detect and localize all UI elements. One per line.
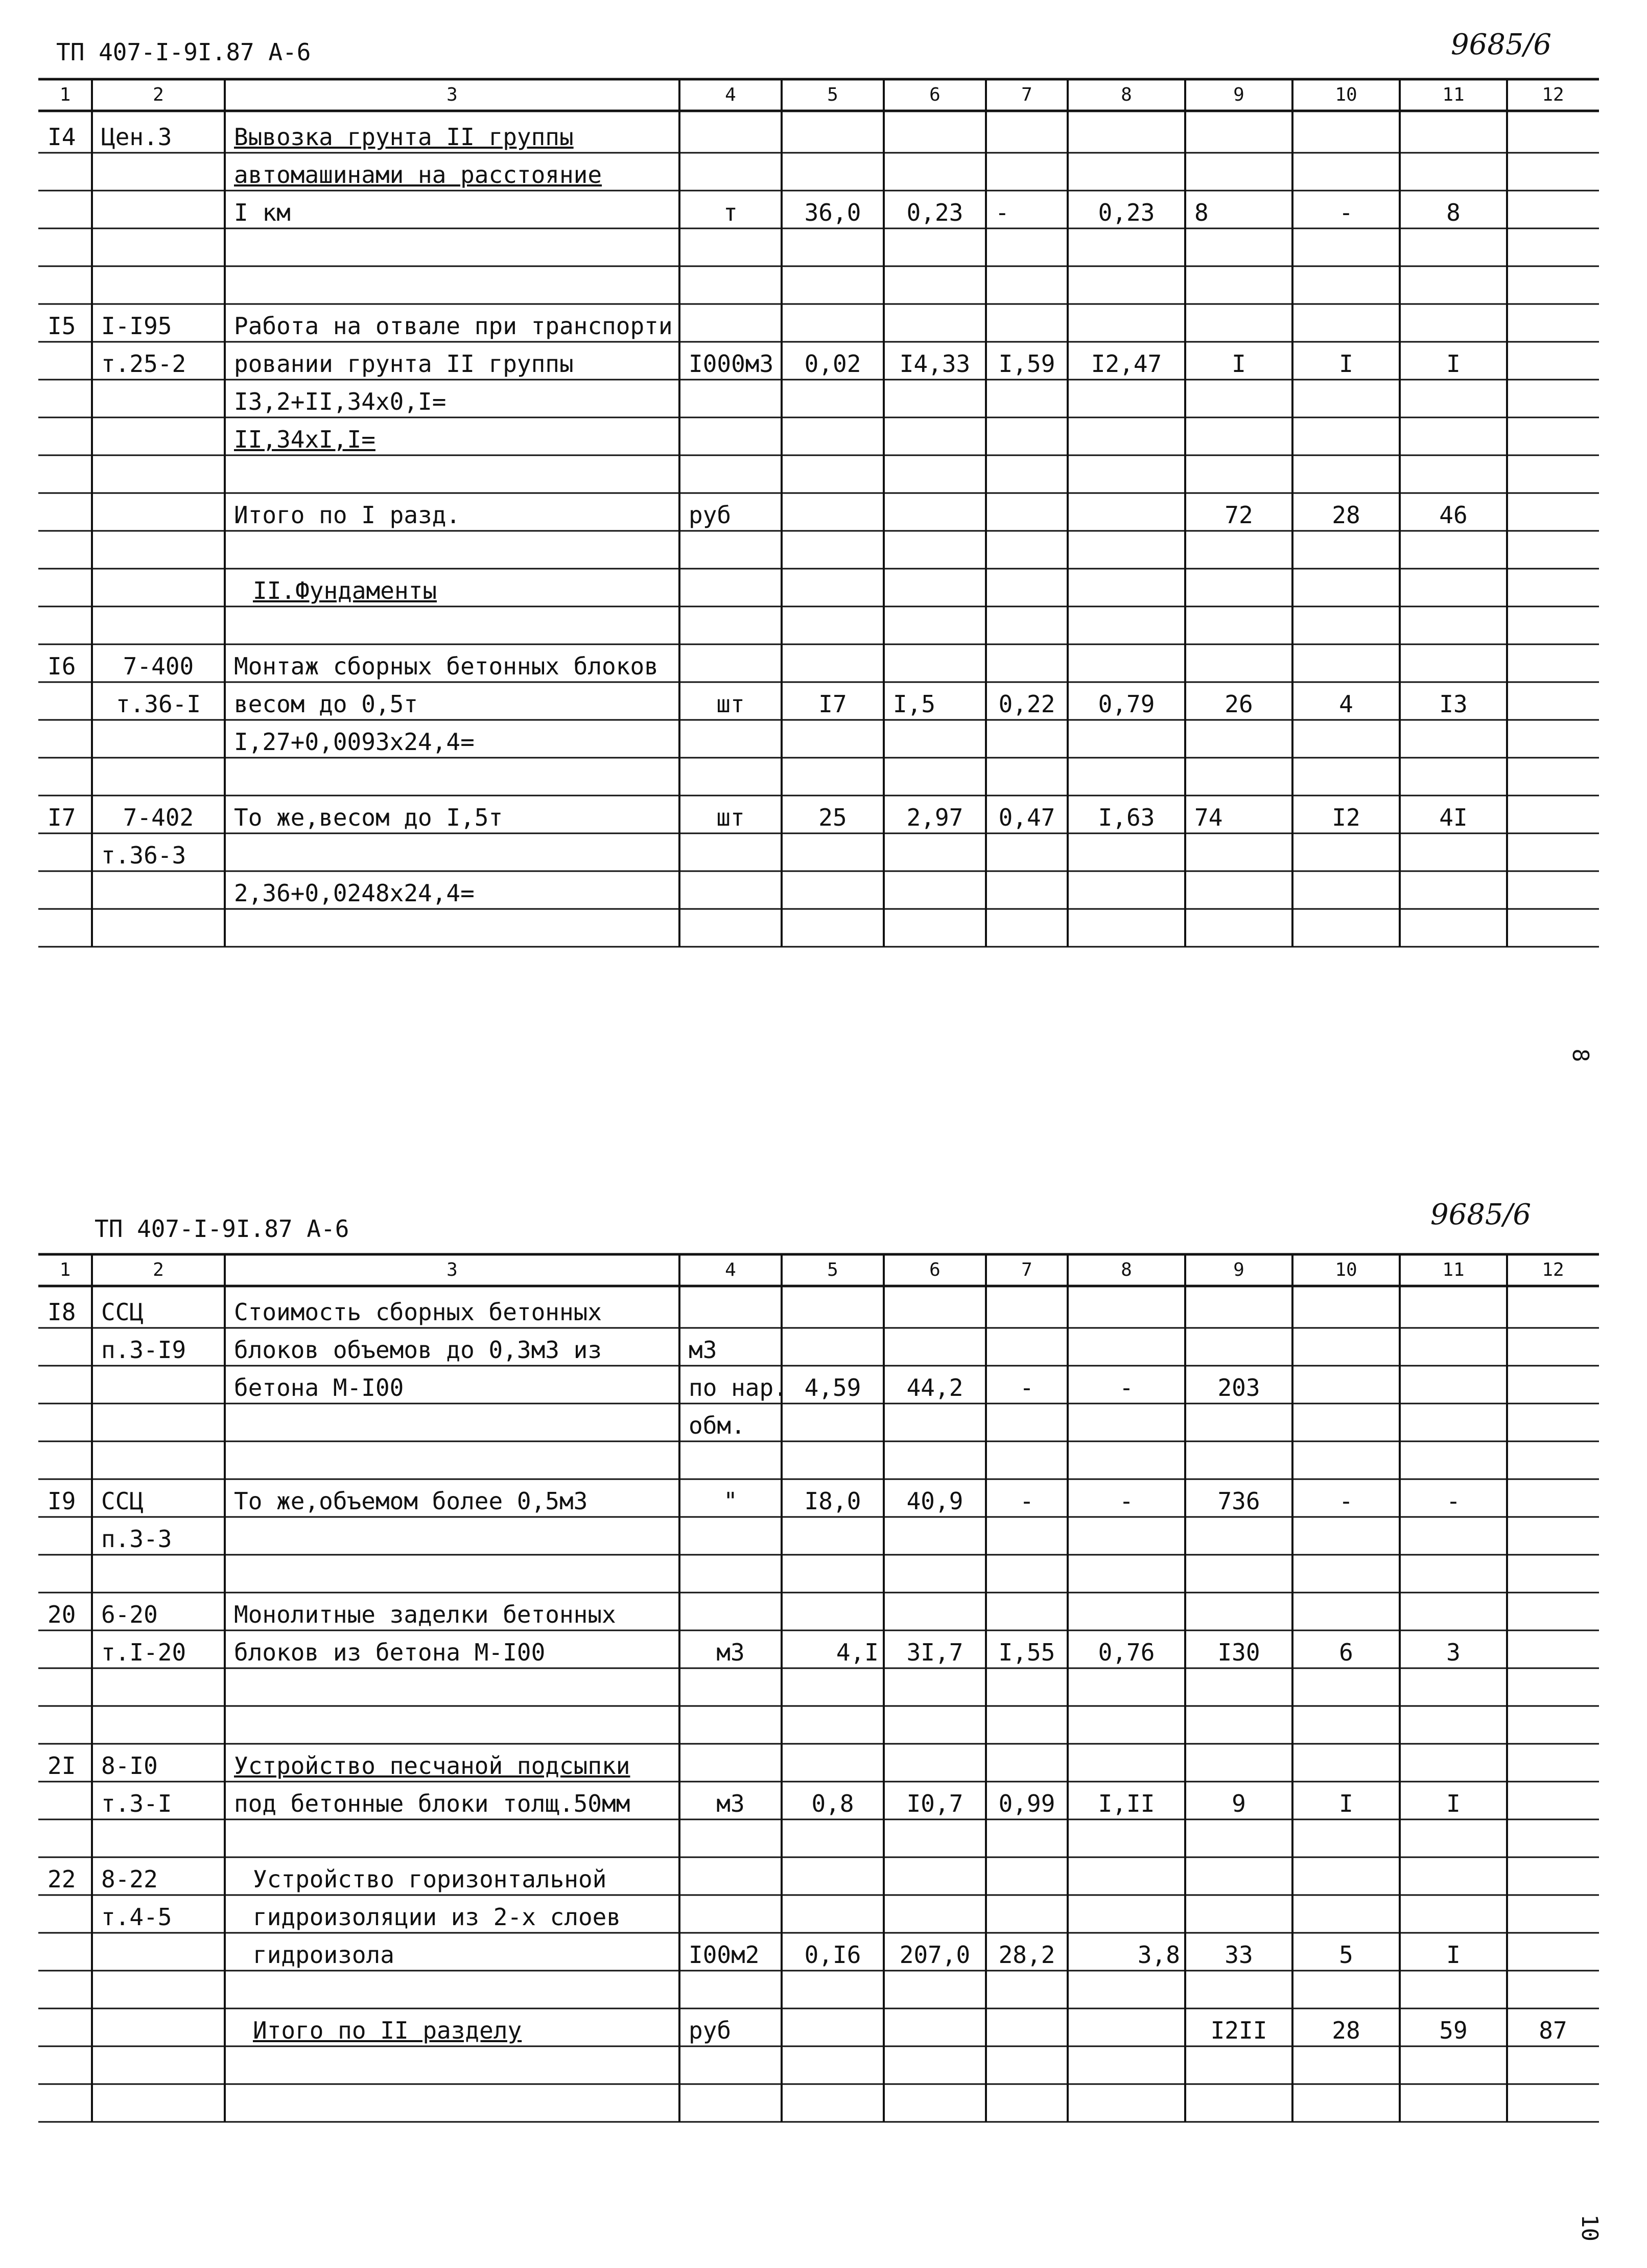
table-cell: То же,весом до I,5т xyxy=(234,804,503,831)
table-cell: I xyxy=(1446,350,1461,378)
column-header: 2 xyxy=(153,1259,164,1280)
table-cell: 87 xyxy=(1539,2017,1567,2044)
table-cell: 0,02 xyxy=(804,350,861,378)
table-cell: бетона М-I00 xyxy=(234,1374,404,1401)
table-cell: I4 xyxy=(48,123,76,151)
column-header: 3 xyxy=(446,1259,458,1280)
table-cell: Вывозка грунта II группы xyxy=(234,123,574,151)
table-cell: I3 xyxy=(1439,690,1468,718)
table-cell: под бетонные блоки толщ.50мм xyxy=(234,1790,630,1817)
table-cell: 6 xyxy=(1339,1639,1353,1666)
table-cell: I2II xyxy=(1210,2017,1267,2044)
column-header: 6 xyxy=(929,1259,940,1280)
table-cell: т.36-I xyxy=(115,690,201,718)
page-mark-2: 10 xyxy=(1576,2214,1603,2241)
table-cell: 8-22 xyxy=(101,1865,158,1893)
table-cell: I xyxy=(1232,350,1246,378)
table-cell: I xyxy=(1339,350,1353,378)
table-cell: I-I95 xyxy=(101,312,172,340)
page-mark-1: 8 xyxy=(1567,1048,1593,1062)
table-cell: 46 xyxy=(1439,501,1468,529)
table-cell: I,63 xyxy=(1098,804,1155,831)
table-cell: 6-20 xyxy=(101,1601,158,1628)
column-header: 1 xyxy=(59,1259,71,1280)
column-header: 2 xyxy=(153,84,164,105)
table-cell: 40,9 xyxy=(906,1487,963,1515)
table-cell: блоков объемов до 0,3м3 из xyxy=(234,1336,602,1364)
table-cell: м3 xyxy=(716,1639,745,1666)
table-cell: шт xyxy=(716,690,745,718)
table-cell: Монолитные заделки бетонных xyxy=(234,1601,616,1628)
table-cell: т xyxy=(723,199,738,226)
table-cell: I,55 xyxy=(998,1639,1055,1666)
table-cell: 33 xyxy=(1225,1941,1253,1969)
table-cell: 4I xyxy=(1439,804,1468,831)
sheet-1-number: 9685/6 xyxy=(1451,28,1552,61)
column-header: 10 xyxy=(1335,84,1357,105)
table-cell: т.36-3 xyxy=(101,841,186,869)
table-cell: гидроизоляции из 2-х слоев xyxy=(253,1903,621,1931)
table-cell: п.3-I9 xyxy=(101,1336,186,1364)
table-cell: шт xyxy=(716,804,745,831)
table-cell: Устройство горизонтальной xyxy=(253,1865,607,1893)
table-cell: 207,0 xyxy=(899,1941,971,1969)
table-cell: II,34хI,I= xyxy=(234,426,375,453)
estimate-table-1 xyxy=(38,79,1599,1035)
table-cell: т.25-2 xyxy=(101,350,186,378)
table-cell: 736 xyxy=(1217,1487,1260,1515)
table-cell: 5 xyxy=(1339,1941,1353,1969)
table-cell: I xyxy=(1339,1790,1353,1817)
table-cell: ССЦ xyxy=(101,1487,144,1515)
column-header: 6 xyxy=(929,84,940,105)
table-cell: I30 xyxy=(1217,1639,1260,1666)
table-cell: обм. xyxy=(689,1412,745,1439)
column-header: 10 xyxy=(1335,1259,1357,1280)
column-header: 4 xyxy=(725,1259,736,1280)
table-cell: II.Фундаменты xyxy=(253,577,437,604)
table-cell: Цен.3 xyxy=(101,123,172,151)
table-cell: 3,8 xyxy=(1137,1941,1180,1969)
table-cell: 28 xyxy=(1332,2017,1360,2044)
table-cell: 8-I0 xyxy=(101,1752,158,1780)
table-cell: I7 xyxy=(48,804,76,831)
table-cell: I xyxy=(1446,1941,1461,1969)
table-cell: м3 xyxy=(716,1790,745,1817)
table-cell: 3I,7 xyxy=(906,1639,963,1666)
column-header: 8 xyxy=(1121,84,1132,105)
table-cell: Работа на отвале при транспорти xyxy=(234,312,673,340)
table-cell: 72 xyxy=(1225,501,1253,529)
table-cell: 44,2 xyxy=(906,1374,963,1401)
table-cell: 0,76 xyxy=(1098,1639,1155,1666)
table-cell: 28 xyxy=(1332,501,1360,529)
table-cell: 8 xyxy=(1446,199,1461,226)
table-cell: руб xyxy=(689,2017,732,2044)
table-cell: I2 xyxy=(1332,804,1360,831)
table-cell: 9 xyxy=(1232,1790,1246,1817)
table-cell: I9 xyxy=(48,1487,76,1515)
table-cell: - xyxy=(995,199,1009,226)
column-header: 3 xyxy=(446,84,458,105)
table-cell: - xyxy=(1119,1487,1134,1515)
table-cell: 20 xyxy=(48,1601,76,1628)
table-cell: Устройство песчаной подсыпки xyxy=(234,1752,630,1780)
table-cell: I км xyxy=(234,199,291,226)
column-header: 5 xyxy=(827,1259,838,1280)
table-cell: гидроизола xyxy=(253,1941,394,1969)
table-cell: I5 xyxy=(48,312,76,340)
table-cell: - xyxy=(1119,1374,1134,1401)
table-cell: - xyxy=(1339,199,1353,226)
table-cell: 0,99 xyxy=(998,1790,1055,1817)
table-cell: 2,36+0,0248х24,4= xyxy=(234,879,475,907)
table-cell: I3,2+II,34х0,I= xyxy=(234,388,446,415)
column-header: 5 xyxy=(827,84,838,105)
table-cell: весом до 0,5т xyxy=(234,690,418,718)
table-cell: Итого по II разделу xyxy=(253,2017,522,2044)
table-cell: - xyxy=(1339,1487,1353,1515)
table-cell: " xyxy=(723,1487,738,1515)
table-cell: 2I xyxy=(48,1752,76,1780)
table-cell: 7-402 xyxy=(123,804,194,831)
table-cell: 4 xyxy=(1339,690,1353,718)
table-cell: 28,2 xyxy=(998,1941,1055,1969)
table-cell: т.3-I xyxy=(101,1790,172,1817)
table-cell: 203 xyxy=(1217,1374,1260,1401)
table-cell: 0,I6 xyxy=(804,1941,861,1969)
column-header: 9 xyxy=(1233,84,1244,105)
table-cell: руб xyxy=(689,501,732,529)
sheet-2-number: 9685/6 xyxy=(1430,1198,1532,1231)
table-cell: т.4-5 xyxy=(101,1903,172,1931)
table-cell: I,59 xyxy=(998,350,1055,378)
table-cell: Итого по I разд. xyxy=(234,501,461,529)
column-header: 11 xyxy=(1442,84,1465,105)
table-cell: - xyxy=(1020,1487,1034,1515)
table-cell: I2,47 xyxy=(1091,350,1162,378)
sheet-2-title: ТП 407-I-9I.87 А-6 xyxy=(95,1215,349,1243)
table-cell: Монтаж сборных бетонных блоков xyxy=(234,652,658,680)
table-cell: п.3-3 xyxy=(101,1525,172,1553)
column-header: 1 xyxy=(59,84,71,105)
table-cell: 3 xyxy=(1446,1639,1461,1666)
table-cell: ССЦ xyxy=(101,1298,144,1326)
table-cell: 59 xyxy=(1439,2017,1468,2044)
table-cell: 26 xyxy=(1225,690,1253,718)
table-cell: 74 xyxy=(1194,804,1223,831)
table-cell: 0,23 xyxy=(1098,199,1155,226)
table-cell: 0,79 xyxy=(1098,690,1155,718)
table-cell: I8 xyxy=(48,1298,76,1326)
column-header: 9 xyxy=(1233,1259,1244,1280)
table-cell: 4,59 xyxy=(804,1374,861,1401)
column-header: 7 xyxy=(1021,1259,1032,1280)
table-cell: I000м3 xyxy=(689,350,774,378)
table-cell: 0,47 xyxy=(998,804,1055,831)
estimate-table-2 xyxy=(38,1254,1599,2205)
table-cell: 2,97 xyxy=(906,804,963,831)
table-cell: 7-400 xyxy=(123,652,194,680)
column-header: 7 xyxy=(1021,84,1032,105)
table-cell: ровании грунта II группы xyxy=(234,350,574,378)
table-cell: 0,8 xyxy=(811,1790,854,1817)
table-cell: блоков из бетона М-I00 xyxy=(234,1639,546,1666)
table-cell: I00м2 xyxy=(689,1941,760,1969)
table-cell: по нар. xyxy=(689,1374,788,1401)
table-cell: I0,7 xyxy=(906,1790,963,1817)
table-cell: - xyxy=(1020,1374,1034,1401)
table-cell: 8 xyxy=(1194,199,1209,226)
table-cell: То же,объемом более 0,5м3 xyxy=(234,1487,588,1515)
table-cell: I,5 xyxy=(893,690,936,718)
table-cell: 0,22 xyxy=(998,690,1055,718)
table-cell: 0,23 xyxy=(906,199,963,226)
table-cell: автомашинами на расстояние xyxy=(234,161,602,189)
table-cell: I xyxy=(1446,1790,1461,1817)
column-header: 11 xyxy=(1442,1259,1465,1280)
column-header: 12 xyxy=(1542,1259,1564,1280)
table-cell: - xyxy=(1446,1487,1461,1515)
table-cell: 4,I xyxy=(836,1639,879,1666)
table-cell: м3 xyxy=(689,1336,717,1364)
table-cell: 25 xyxy=(818,804,847,831)
column-header: 8 xyxy=(1121,1259,1132,1280)
table-cell: I8,0 xyxy=(804,1487,861,1515)
table-cell: т.I-20 xyxy=(101,1639,186,1666)
table-cell: 22 xyxy=(48,1865,76,1893)
table-cell: I7 xyxy=(818,690,847,718)
table-cell: Стоимость сборных бетонных xyxy=(234,1298,602,1326)
sheet-1-title: ТП 407-I-9I.87 А-6 xyxy=(56,38,311,66)
table-cell: I6 xyxy=(48,652,76,680)
column-header: 12 xyxy=(1542,84,1564,105)
table-cell: I4,33 xyxy=(899,350,971,378)
table-cell: I,II xyxy=(1098,1790,1155,1817)
table-cell: I,27+0,0093х24,4= xyxy=(234,728,475,756)
table-cell: 36,0 xyxy=(804,199,861,226)
column-header: 4 xyxy=(725,84,736,105)
